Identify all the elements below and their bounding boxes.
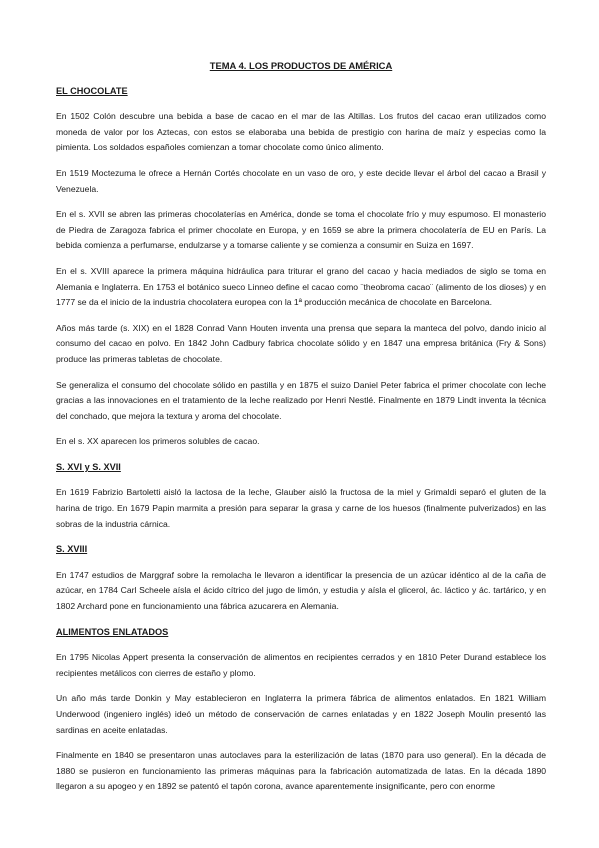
- paragraph: En el s. XX aparecen los primeros solubles de cacao.: [56, 436, 260, 447]
- section-alimentos-enlatados: [56, 625, 546, 795]
- paragraph: En 1795 Nicolas Appert presenta la conservación de alimentos en recipientes cerrados y en 1810 Peter Durand establece los recipientes metálicos con cierres de estaño y plomo.: [56, 652, 546, 678]
- paragraph: En 1502 Colón descubre una bebida a base de cacao en el mar de las Altillas. Los frutos del cacao eran utilizados como moneda de valor por los Aztecas, con estos se elaboraba una bebida de prestigio con harina de maíz y especias como la pimienta. Los soldados españoles comienzan a tomar chocolate como único alimento.: [56, 111, 546, 153]
- section-heading: S. XVIII: [56, 544, 88, 555]
- paragraph: En el s. XVIII aparece la primera máquina hidráulica para triturar el grano del cacao y hacia mediados de siglo se toma en Alemania e Inglaterra. En 1753 el botánico sueco Linneo define el cacao como ¨theobroma cacao¨ (alimento de los dioses) y en 1777 se da el inicio de la industria chocolatera europea con la 1ª producción mecánica de chocolate en Barcelona.: [56, 265, 546, 308]
- paragraph: En 1619 Fabrizio Bartoletti aisló la lactosa de la leche, Glauber aisló la fructosa de la miel y Grimaldi separó el gluten de la harina de trigo. En 1679 Papin marmita a presión para separar la grasa y carne de los huesos (finalmente pulverizados) en las sobras de la industria cárnica.: [56, 487, 546, 529]
- section-heading: S. XVI y S. XVII: [56, 461, 121, 472]
- section-chocolate: [56, 84, 546, 450]
- section-heading: ALIMENTOS ENLATADOS: [56, 626, 169, 637]
- paragraph: Finalmente en 1840 se presentaron unas autoclaves para la esterilización de latas (1870 para uso general). En la década de 1880 se pusieron en funcionamiento las primeras máquinas para la fabricación automatizada de latas. En la década 1890 llegaron a su apogeo y en 1892 se patentó el tapón corona, avance aparentemente insignificante, pero con enorme: [56, 750, 546, 792]
- paragraph: Años más tarde (s. XIX) en el 1828 Conrad Vann Houten inventa una prensa que separa la manteca del polvo, dando inicio al consumo del cacao en polvo. En 1842 John Cadbury fabrica chocolate sólido y en 1847 una empresa británica (Fry & Sons) produce las primeras tabletas de chocolate.: [56, 322, 546, 364]
- section-s-xviii: [56, 542, 546, 614]
- section-heading: EL CHOCOLATE: [56, 85, 128, 96]
- section-s-xvi-xvii: [56, 460, 546, 532]
- document-title: TEMA 4. LOS PRODUCTOS DE AMÉRICA: [209, 60, 393, 71]
- paragraph: En 1747 estudios de Marggraf sobre la remolacha le llevaron a identificar la presencia de un azúcar idéntico al de la caña de azúcar, en 1784 Carl Scheele aísla el ácido cítrico del jugo de limón, y estudia y aísla el glicerol, ác. láctico y ác. tartárico, y en 1802 Archard pone en funcionamiento una fábrica azucarera en Alemania.: [56, 569, 546, 612]
- paragraph: Un año más tarde Donkin y May establecieron en Inglaterra la primera fábrica de alimentos enlatados. En 1821 William Underwood (ingeniero inglés) ideó un método de conservación de carnes enlatadas y en 1822 Joseph Moulin presentó las sardinas en aceite enlatadas.: [56, 693, 546, 735]
- document-body: [56, 58, 546, 805]
- paragraph: Se generaliza el consumo del chocolate sólido en pastilla y en 1875 el suizo Daniel Peter fabrica el primer chocolate con leche gracias a las innovaciones en el tratamiento de la leche realizado por Henri Nestlé. Finalmente en 1879 Lindt inventa la técnica del conchado, que mejora la textura y aroma del chocolate.: [56, 379, 546, 421]
- paragraph: En 1519 Moctezuma le ofrece a Hernán Cortés chocolate en un vaso de oro, y este decide llevar el árbol del cacao a Brasil y Venezuela.: [56, 167, 546, 194]
- paragraph: En el s. XVII se abren las primeras chocolaterías en América, donde se toma el chocolate frío y muy espumoso. El monasterio de Piedra de Zaragoza fabrica el primer chocolate en Europa, y en 1659 se abre la primera chocolatería de EU en París. La bebida comienza a perfumarse, endulzarse y a tomarse caliente y se comienza a consumir en Suiza en 1697.: [56, 209, 546, 251]
